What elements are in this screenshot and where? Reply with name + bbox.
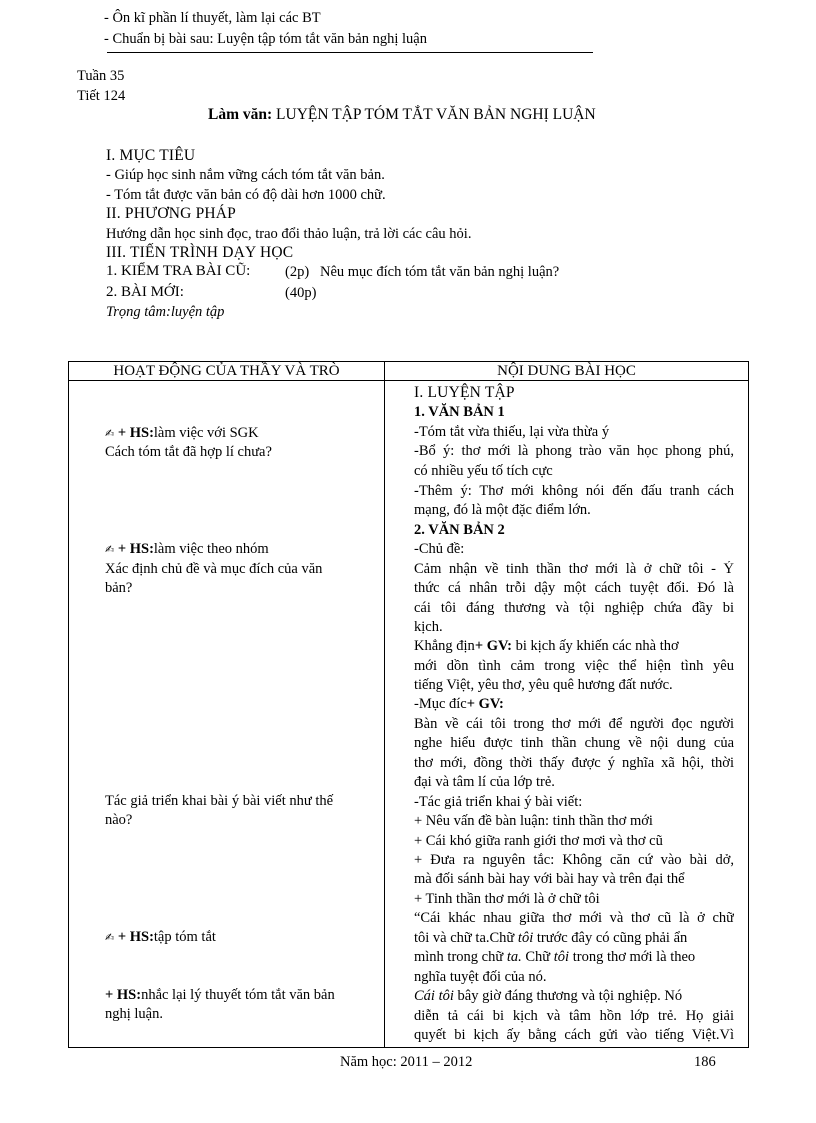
activity-4: + HS:nhắc lại lý thuyết tóm tắt văn bản — [105, 987, 335, 1003]
activity-2: ✍ + HS:làm việc theo nhóm — [105, 541, 269, 557]
content-line: tiếng Việt, yêu thơ, yêu quê hương đất nước. — [414, 677, 673, 693]
content-line: đại và tâm lí của lớp trẻ. — [414, 774, 555, 790]
text-2-heading: 2. VĂN BẢN 2 — [414, 522, 505, 538]
activity-1: ✍ + HS:làm việc với SGK — [105, 425, 259, 441]
content-line: -Mục đíc+ GV: — [414, 696, 504, 712]
step-1-label: 1. KIỂM TRA BÀI CŨ: — [106, 263, 251, 279]
content-line: + Cái khó giữa ranh giới thơ mơi và thơ cũ — [414, 833, 663, 849]
divider — [107, 52, 593, 53]
content-line: thức cá nhân trỗi dậy một cách tuyệt đối. Đó là — [414, 580, 734, 596]
content-line: -Chủ đề: — [414, 541, 465, 557]
activities-cell — [69, 381, 385, 1048]
question-1: Cách tóm tắt đã hợp lí chưa? — [105, 444, 272, 460]
step-1-time: (2p) — [285, 264, 310, 280]
top-line-1: - Ôn kĩ phần lí thuyết, làm lại các BT — [104, 10, 321, 26]
objectives-heading: I. MỤC TIÊU — [106, 147, 196, 164]
content-line: cái tôi đáng thương và tội nghiệp chứa đầy bi — [414, 600, 734, 616]
activity-3: ✍ + HS:tập tóm tắt — [105, 929, 216, 945]
method-text: Hướng dẫn học sinh đọc, trao đổi thảo luận, trả lời các câu hỏi. — [106, 226, 472, 242]
content-line: có nhiều yếu tố tích cực — [414, 463, 553, 479]
step-2-time: (40p) — [285, 285, 317, 301]
content-line: diễn tả cái bi kịch và tâm hồn lớp trẻ. Họ giải — [414, 1008, 734, 1024]
content-line: mà đối sánh bài hay với bài hay và trên đại thể — [414, 871, 685, 887]
title-text: LUYỆN TẬP TÓM TẮT VĂN BẢN NGHỊ LUẬN — [276, 106, 596, 123]
content-line: “Cái khác nhau giữa thơ mới và thơ cũ là ở chữ — [414, 910, 734, 926]
content-line: Cái tôi bây giờ đáng thương và tội nghiệp. Nó — [414, 988, 683, 1004]
objective-1: - Giúp học sinh nắm vững cách tóm tắt văn bản. — [106, 167, 385, 183]
content-line: nghĩa tuyệt đối của nó. — [414, 969, 547, 985]
content-line: kịch. — [414, 619, 443, 635]
content-line: mình trong chữ ta. Chữ tôi trong thơ mới là theo — [414, 949, 696, 965]
content-line: -Bổ ý: thơ mới là phong trào văn học phong phú, — [414, 443, 734, 459]
content-line: -Tóm tắt vừa thiếu, lại vừa thừa ý — [414, 424, 610, 440]
objective-2: - Tóm tắt được văn bản có độ dài hơn 1000 chữ. — [106, 187, 386, 203]
content-line: -Tác giả triển khai ý bài viết: — [414, 794, 583, 810]
content-line: quyết bi kịch ấy bằng cách gửi vào tiếng Việt.Vì — [414, 1027, 734, 1043]
content-line: mạng, đó là một đặc điểm lớn. — [414, 502, 591, 518]
question-3-line-2: nào? — [105, 812, 133, 828]
section-practice-heading: I. LUYỆN TẬP — [414, 384, 515, 401]
step-1-text: Nêu mục đích tóm tắt văn bản nghị luận? — [320, 264, 560, 280]
content-line: + Nêu vấn đề bàn luận: tinh thần thơ mới — [414, 813, 653, 829]
right-column-header: NỘI DUNG BÀI HỌC — [385, 362, 749, 381]
content-line: Khẳng địn+ GV: bi kịch ấy khiến các nhà thơ — [414, 638, 679, 654]
question-2-line-2: bản? — [105, 580, 133, 596]
title-prefix: Làm văn: — [208, 106, 273, 123]
lesson-table — [68, 361, 749, 1048]
writing-hand-icon: ✍ — [105, 931, 115, 944]
content-line: + Đưa ra nguyên tắc: Không căn cứ vào bài dở, — [414, 852, 734, 868]
left-column-header: HOẠT ĐỘNG CỦA THẦY VÀ TRÒ — [69, 362, 385, 381]
content-cell — [385, 381, 749, 1048]
method-heading: II. PHƯƠNG PHÁP — [106, 205, 236, 222]
focus-text: Trọng tâm:luyện tập — [106, 304, 225, 320]
period-label: Tiết 124 — [77, 88, 126, 104]
content-line: -Thêm ý: Thơ mới không nói đến đấu tranh cách — [414, 483, 734, 499]
content-line: Bàn về cái tôi trong thơ mới để người đọc người — [414, 716, 734, 732]
content-line: thơ mới, đồng thời thấy được ý nghĩa xã hội, thời — [414, 755, 734, 771]
step-2-label: 2. BÀI MỚI: — [106, 284, 184, 300]
writing-hand-icon: ✍ — [105, 543, 115, 556]
question-2-line-1: Xác định chủ đề và mục đích của văn — [105, 561, 323, 577]
question-3-line-1: Tác giả triển khai bài ý bài viết như thế — [105, 793, 334, 809]
activity-4-line-2: nghị luận. — [105, 1006, 163, 1022]
week-label: Tuần 35 — [77, 68, 125, 84]
content-line: tôi và chữ ta.Chữ tôi trước đây có cũng phải ẩn — [414, 930, 688, 946]
text-1-heading: 1. VĂN BẢN 1 — [414, 404, 505, 420]
content-line: Cảm nhận về tinh thần thơ mới là ở chữ tôi - Ý — [414, 561, 734, 577]
page-title — [208, 106, 596, 124]
content-line: + Tinh thần thơ mới là ở chữ tôi — [414, 891, 600, 907]
content-line: nghe hiểu được tinh thần chung về nội dung của — [414, 735, 734, 751]
process-heading: III. TIẾN TRÌNH DẠY HỌC — [106, 244, 294, 261]
writing-hand-icon: ✍ — [105, 427, 115, 440]
content-line: mới dồn tình cảm trong việc thể hiện tình yêu — [414, 658, 734, 674]
page-number: 186 — [694, 1054, 716, 1070]
top-line-2: - Chuẩn bị bài sau: Luyện tập tóm tắt văn bản nghị luận — [104, 31, 427, 47]
school-year: Năm học: 2011 – 2012 — [340, 1054, 473, 1070]
